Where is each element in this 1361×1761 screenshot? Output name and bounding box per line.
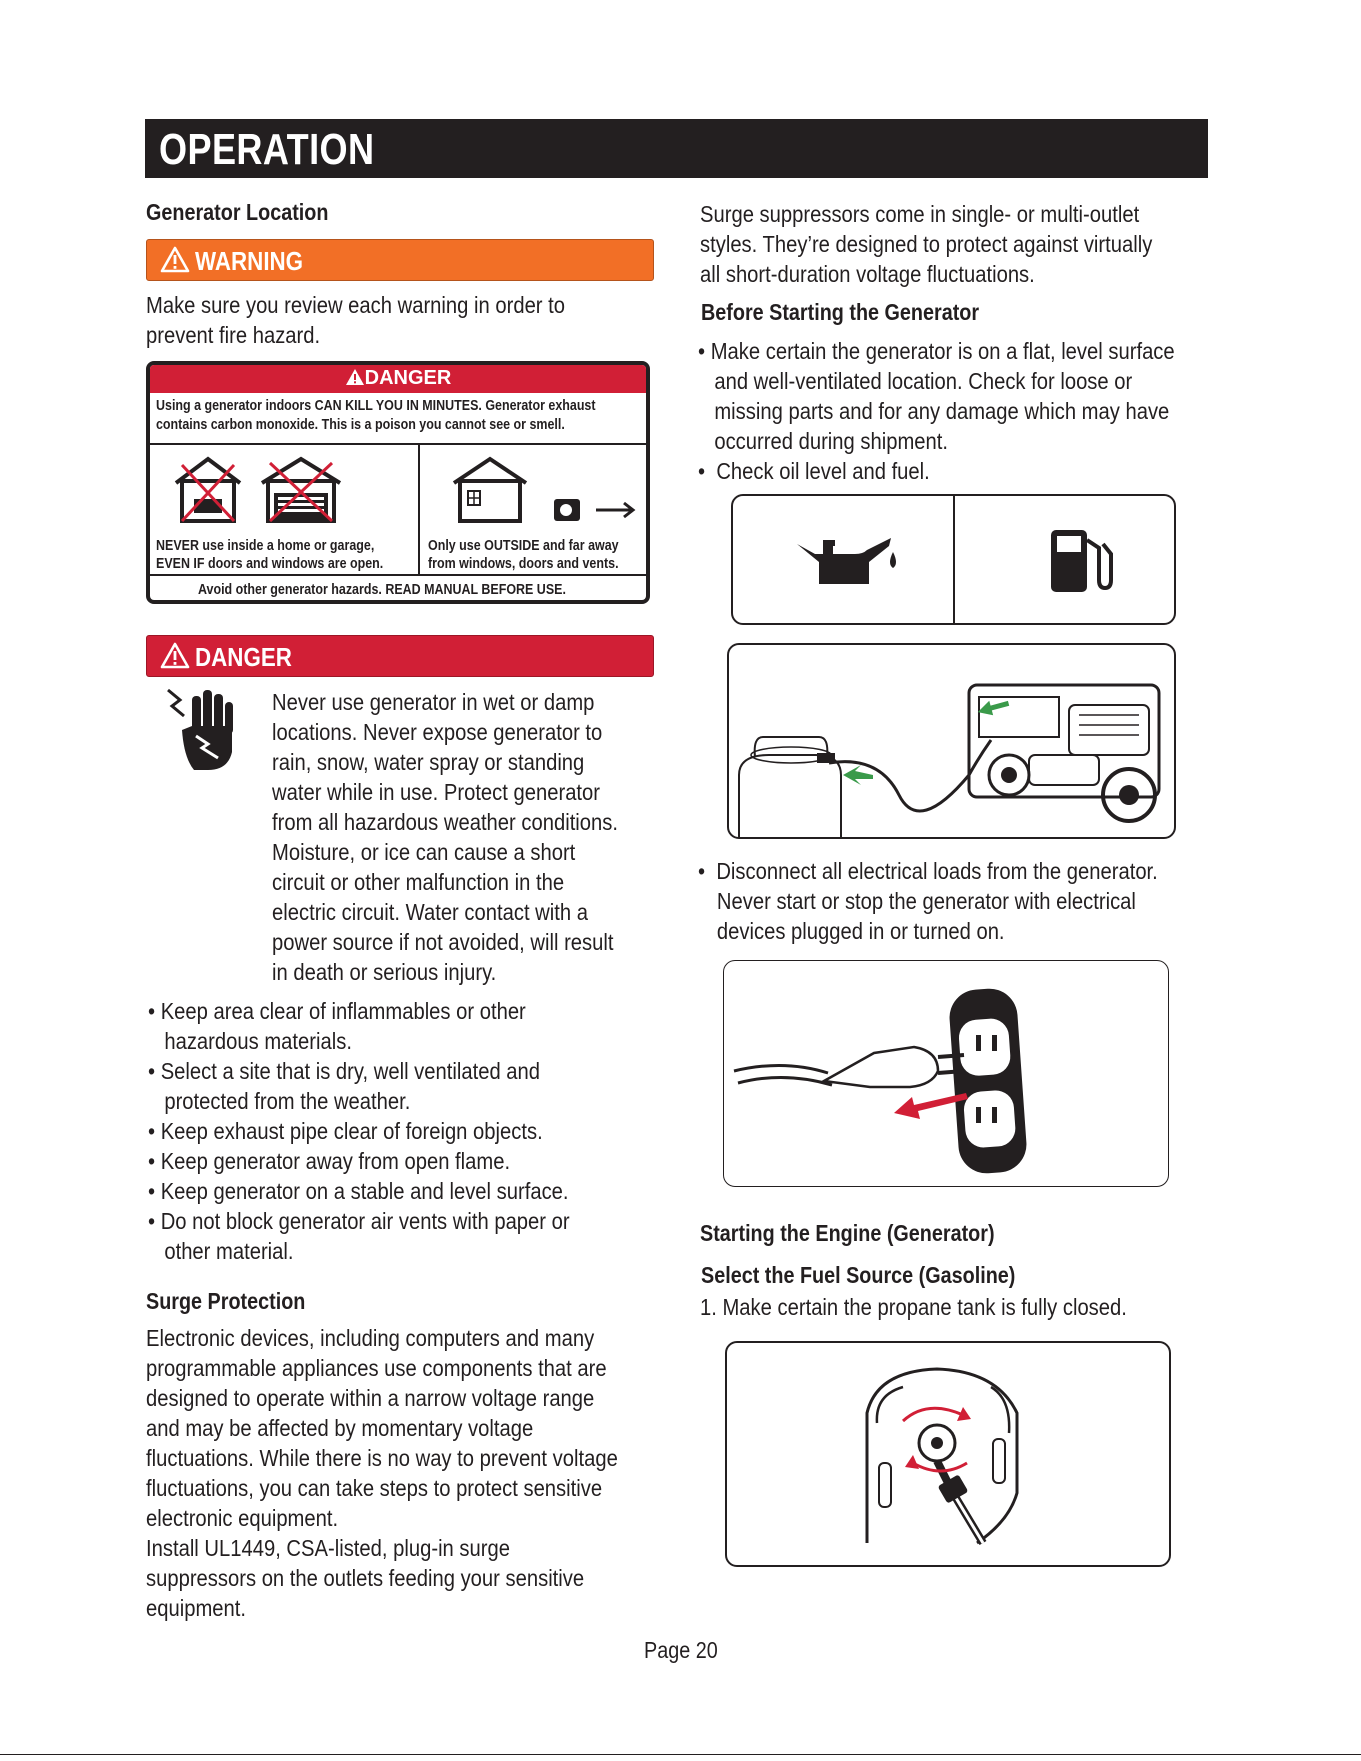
list-item: • Check oil level and fuel. [698,458,930,484]
garage-crossed-icon [258,453,344,525]
surge-protection-heading: Surge Protection [146,1288,306,1314]
generator-propane-figure [727,643,1176,839]
oil-fuel-figure [731,494,1176,625]
list-item: • Keep exhaust pipe clear of foreign objects. [148,1118,543,1144]
danger-label: DANGER [195,642,292,672]
step-1-text: 1. Make certain the propane tank is fully closed. [700,1294,1127,1320]
danger-text: Never use generator in wet or damp locations. Never expose generator to rain, snow, water spray or standing water while in use. Protect generator from all hazardous weather conditions. Moisture, or ice can cause a short circuit or other malfunction in the electric circuit. Water contact with a power source if not avoided, will result in death or serious injury. [272,689,619,985]
oil-can-icon [793,532,913,592]
house-crossed-icon [172,453,244,525]
generator-propane-illustration [729,645,1176,839]
warning-text: Make sure you review each warning in order to prevent fire hazard. [146,292,566,348]
divider [953,496,955,623]
footer-rule [0,1754,1361,1755]
divider [418,445,420,574]
page-number: Page 20 [643,1637,718,1663]
danger-label-text: Using a generator indoors CAN KILL YOU IN MINUTES. Generator exhaust contains carbon monoxide. This is a poison you cannot see or smell. [156,398,596,433]
starting-engine-heading: Starting the Engine (Generator) [700,1220,995,1246]
list-item: • Select a site that is dry, well ventilated and [148,1058,541,1084]
danger-label-footer: Avoid other generator hazards. READ MANUAL BEFORE USE. [198,582,566,598]
list-item: • Make certain the generator is on a flat, level surface [698,338,1175,364]
list-item: • Disconnect all electrical loads from the generator. [698,858,1158,884]
only-caption: Only use OUTSIDE and far away from windows, doors and vents. [428,538,619,572]
section-title: OPERATION [159,125,375,174]
warning-label: WARNING [195,246,304,276]
generator-location-heading: Generator Location [146,199,329,225]
before-starting-heading: Before Starting the Generator [701,299,980,325]
unplug-outlet-illustration [724,961,1169,1187]
unplug-outlet-figure [723,960,1169,1187]
select-fuel-heading: Select the Fuel Source (Gasoline) [701,1262,1016,1288]
list-item: • Keep area clear of inflammables or other [148,998,526,1024]
propane-valve-figure [725,1341,1171,1567]
never-caption: NEVER use inside a home or garage, EVEN IF doors and windows are open. [156,538,384,572]
list-item: • Keep generator on a stable and level surface. [148,1178,569,1204]
divider [150,574,646,576]
danger-label-title: DANGER [150,367,646,390]
divider [150,443,646,445]
surge-continued-text: Surge suppressors come in single- or multi-outlet styles. They’re designed to protect against virtually all short-duration voltage fluctuations. [700,201,1153,287]
before-starting-bullets: • Make certain the generator is on a flat, level surface and well-ventilated location. Check for loose or missing parts and for any damage which may have occurred during shipment. • Check oil level and fuel. [698,338,1175,484]
list-item: • Do not block generator air vents with paper or [148,1208,570,1234]
warning-triangle-icon [160,246,190,273]
warning-triangle-icon [160,642,190,669]
list-item: • Keep generator away from open flame. [148,1148,511,1174]
fuel-pump-icon [1045,526,1115,596]
disconnect-bullet: • Disconnect all electrical loads from the generator. Never start or stop the generator with electrical devices plugged in or turned on. [698,858,1158,944]
danger-label-header [150,365,646,393]
warning-triangle-icon [345,368,365,386]
danger-label-box [146,361,650,604]
warning-bar [146,239,654,281]
propane-valve-illustration [727,1343,1171,1567]
danger-bar [146,635,654,677]
electric-shock-hand-icon [162,686,238,772]
house-outside-icon [450,453,532,525]
section-banner [145,119,1208,178]
surge-protection-text: Electronic devices, including computers and many programmable appliances use components that are designed to operate within a narrow voltage range and may be affected by momentary voltage fluctuations. While there is no way to prevent voltage fluctuations, you can take steps to protect sensitive electronic equipment. Install UL1449, CSA-listed, plug-in surge suppressors on the outlets feeding your sensitive equipment. [146,1325,618,1621]
generator-arrow-icon [550,493,640,527]
location-bullet-list: • Keep area clear of inflammables or other hazardous materials. • Select a site that is dry, well ventilated and protected from the weather. • Keep exhaust pipe clear of foreign objects. • Keep generator away from open flame. • Keep generator on a stable and level surface. • Do not block generator air vents with paper or other material. [148,998,570,1264]
